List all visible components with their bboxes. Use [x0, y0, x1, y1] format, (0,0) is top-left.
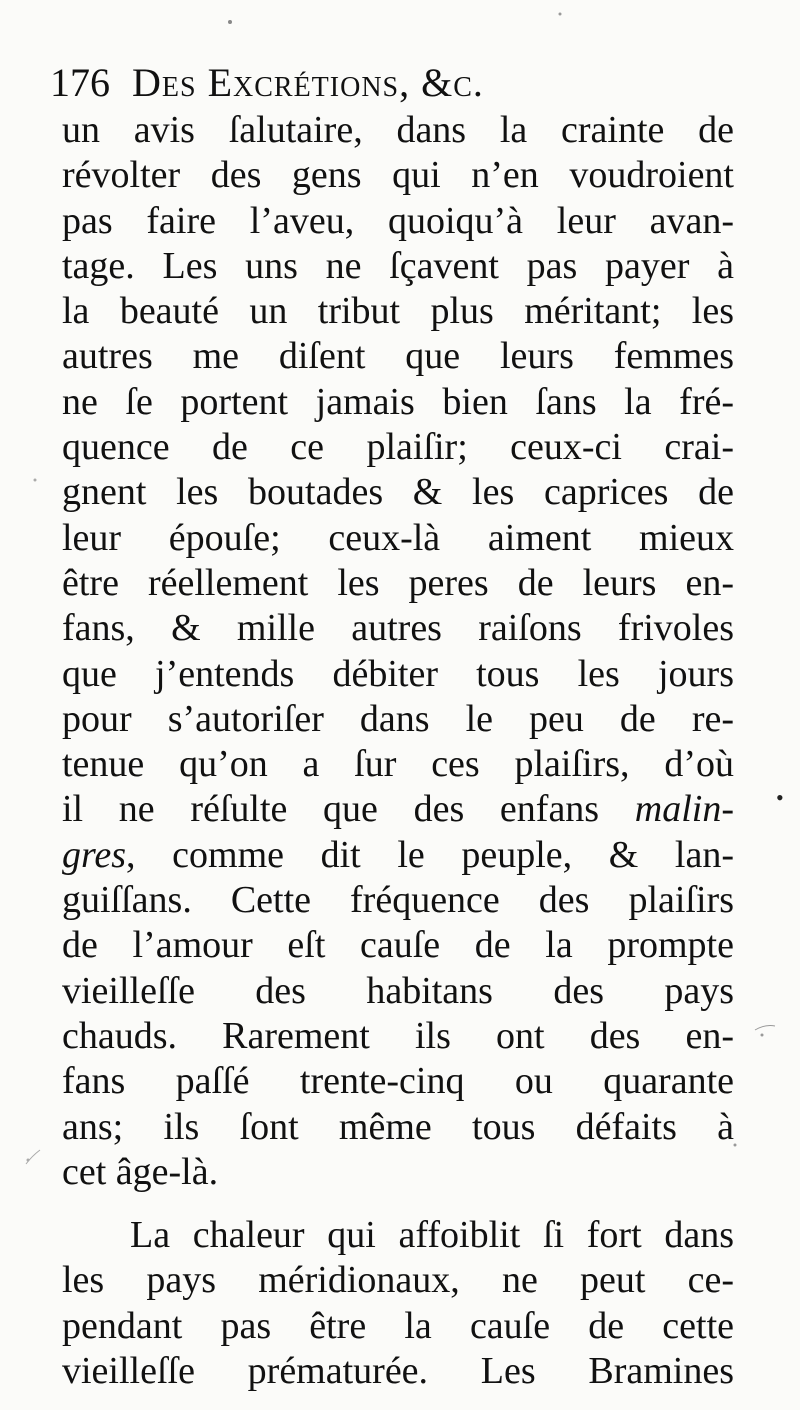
- margin-mark: •: [776, 785, 784, 810]
- text-line: chauds. Rarement ils ont des en-: [62, 1014, 734, 1057]
- paragraph-2: [62, 1213, 734, 1394]
- text-line: guiſſans. Cette fréquence des plaiſirs: [62, 879, 734, 922]
- text-line: il ne réſulte que des enfans malin-: [62, 788, 734, 831]
- text-line: la beauté un tribut plus méritant; les: [62, 290, 734, 333]
- text-line: être réellement les peres de leurs en-: [62, 561, 734, 604]
- text-line: gnent les boutades & les caprices de: [62, 471, 734, 514]
- text-line: les pays méridionaux, ne peut ce-: [62, 1259, 734, 1302]
- text-line: un avis ſalutaire, dans la crainte de: [62, 109, 734, 151]
- text-line: pendant pas être la cauſe de cette: [62, 1304, 734, 1347]
- running-head: [50, 58, 740, 108]
- text-line: fans paſſé trente-cinq ou quarante: [62, 1060, 734, 1103]
- text-line: ne ſe portent jamais bien ſans la fré-: [62, 380, 734, 423]
- text-line: cet âge-là.: [62, 1150, 219, 1193]
- text-line: tage. Les uns ne ſçavent pas payer à: [62, 244, 734, 287]
- body-text: [62, 108, 734, 1394]
- text-line: pas faire l’aveu, quoiqu’à leur avan-: [62, 199, 734, 242]
- text-line: pour s’autoriſer dans le peu de re-: [62, 697, 734, 740]
- running-title: Des Excrétions, &c.: [132, 60, 484, 105]
- text-line: de l’amour eſt cauſe de la prompte: [62, 924, 734, 967]
- text-line: quence de ce plaiſir; ceux-ci crai-: [62, 426, 734, 469]
- text-line: gres, comme dit le peuple, & lan-: [62, 833, 734, 876]
- text-line: que j’entends débiter tous les jours: [62, 652, 734, 695]
- text-line: vieilleſſe des habitans des pays: [62, 969, 734, 1012]
- text-line: tenue qu’on a ſur ces plaiſirs, d’où: [62, 743, 734, 786]
- text-line: leur épouſe; ceux-là aiment mieux: [62, 516, 734, 559]
- text-line: fans, & mille autres raiſons frivoles: [62, 607, 734, 650]
- paragraph-1: [62, 108, 734, 1195]
- page-number: 176: [50, 60, 110, 105]
- text-line: autres me diſent que leurs femmes: [62, 335, 734, 378]
- text-line: La chaleur qui affoiblit ſi fort dans: [130, 1214, 734, 1257]
- text-line: révolter des gens qui n’en voudroient: [62, 154, 734, 197]
- text-line: vieilleſſe prématurée. Les Bramines: [62, 1350, 734, 1393]
- text-line: ans; ils ſont même tous défaits à: [62, 1105, 734, 1148]
